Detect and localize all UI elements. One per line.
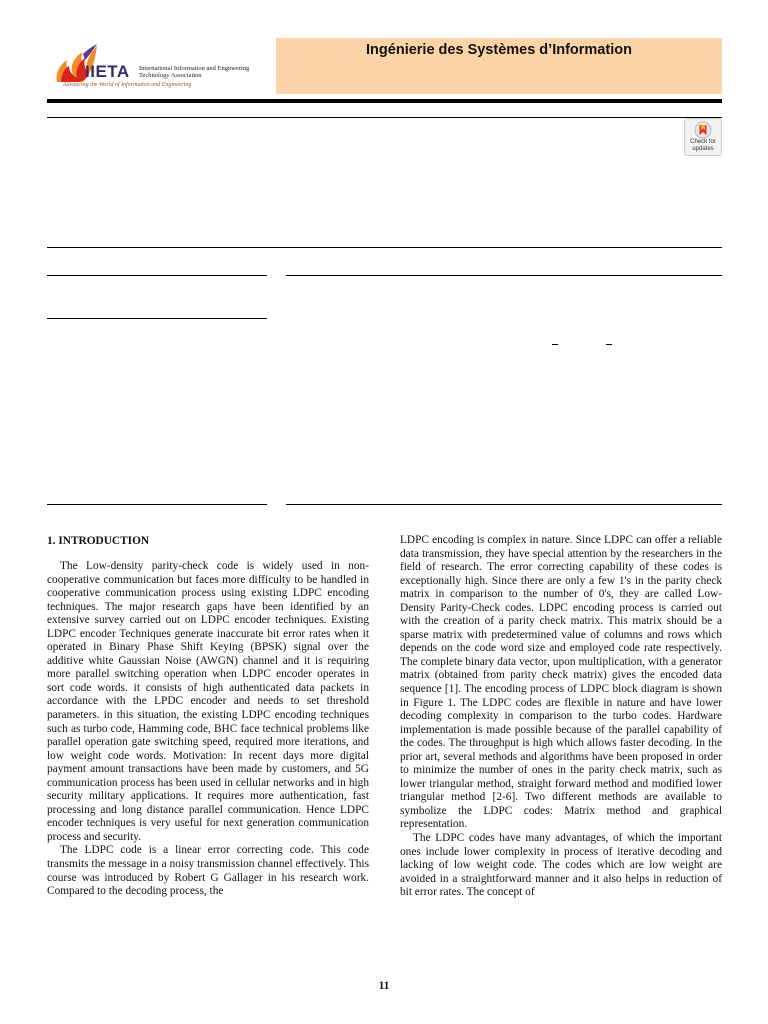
section-heading-introduction: 1. INTRODUCTION bbox=[47, 535, 150, 547]
abstract-dash-mark bbox=[606, 344, 612, 345]
logo-acronym: IIETA bbox=[85, 62, 130, 81]
abstract-top-rule bbox=[286, 275, 722, 276]
check-for-updates-label: Check for updates bbox=[690, 139, 716, 152]
body-left-column bbox=[47, 534, 369, 899]
journal-title-band bbox=[276, 38, 722, 94]
header-thick-rule bbox=[47, 99, 722, 103]
body-paragraph: The LDPC code is a linear error correcting code. This code transmits the message in a noisy transmission channel effectively. This course was introduced by Robert G Gallager in his research work. Compared to the decoding process, the bbox=[47, 844, 369, 898]
abstract-dash-mark bbox=[552, 344, 558, 345]
page-number: 11 bbox=[378, 980, 390, 992]
title-block-top-rule bbox=[47, 117, 722, 118]
body-paragraph: The Low-density parity-check code is widely used in non-cooperative communication but faces more difficulty to be handled in cooperative communication process using existing LDPC encoding techniques. The major research gaps have been identified by an extensive survey carried out on LDPC encoder techniques. Existing LDPC encoder Techniques generate inaccurate bit error rates when it operated in Binary Phase Shift Keying (BPSK) signal over the additive white Gaussian Noise (AWGN) channel and it is requiring more parallel switching operation when LDPC encoder operates in sort code words. it consists of high authenticated data packets in accordance with the LPDC encoder and needs to set threshold parameters. in this situation, the existing LDPC encoding techniques such as turbo code, Hamming code, BHC face technical problems like parallel operation gate switching speed, required more iterations, and low weight code words. Motivation: In recent days more digital payment amount transactions have been made by customers, and 5G communication process has been used in cellular networks and in high security military applications. It requires more authentication, fast processing and long distance parallel communication. Hence LDPC encoder techniques is very useful for next generation communication process and security. bbox=[47, 560, 369, 843]
publisher-logo bbox=[47, 38, 275, 94]
check-updates-bookmark-icon bbox=[694, 121, 712, 139]
logo-tagline: Advancing the World of Information and Engineering bbox=[63, 82, 192, 88]
abstract-bottom-rule bbox=[286, 504, 722, 505]
article-info-bottom-rule bbox=[47, 504, 267, 505]
article-info-divider-rule bbox=[47, 318, 267, 319]
check-for-updates-button[interactable] bbox=[684, 118, 722, 156]
body-paragraph: The LDPC codes have many advantages, of which the important ones include lower complexity in process of iterative decoding and lacking of low weight code. The codes which are low weight are avoided in a straightforward manner and it also helps in reduction of bit error rates. The concept of bbox=[400, 832, 722, 899]
body-paragraph: LDPC encoding is complex in nature. Since LDPC can offer a reliable data transmission, they have special attention by the researchers in the field of research. The error correcting capability of these codes is exceptionally high. Since there are only a few 1's in the parity check matrix in comparison to the number of 0's, they are called Low-Density Parity-Check codes. LDPC encoding process is carried out with the creation of a parity check matrix. This matrix should be a sparse matrix with predetermined value of columns and rows which depends on the code word size and employed code rate respectively. The complete binary data vector, upon multiplication, with a generator matrix (obtained from parity check matrix) gives the encoded data sequence [1]. The encoding process of LDPC block diagram is shown in Figure 1. The LDPC codes are flexible in nature and have lower decoding complexity in comparison to the turbo codes. Hardware implementation is made possible because of the parallel capability of the codes. The throughput is high which allows faster decoding. In the prior art, several methods and algorithms have been proposed in order to minimize the number of ones in the parity check matrix, such as lower triangular method, straight forward method and modified lower triangular method [2-6]. Two different methods are available to symbolize the LDPC codes: Matrix method and graphical representation. bbox=[400, 534, 722, 831]
article-info-top-rule bbox=[47, 275, 267, 276]
title-block-bottom-rule bbox=[47, 247, 722, 248]
logo-association-name: International Information and Engineering Technology Association bbox=[139, 65, 250, 79]
body-right-column bbox=[400, 534, 722, 900]
journal-title: Ingénierie des Systèmes d’Information bbox=[366, 42, 632, 58]
